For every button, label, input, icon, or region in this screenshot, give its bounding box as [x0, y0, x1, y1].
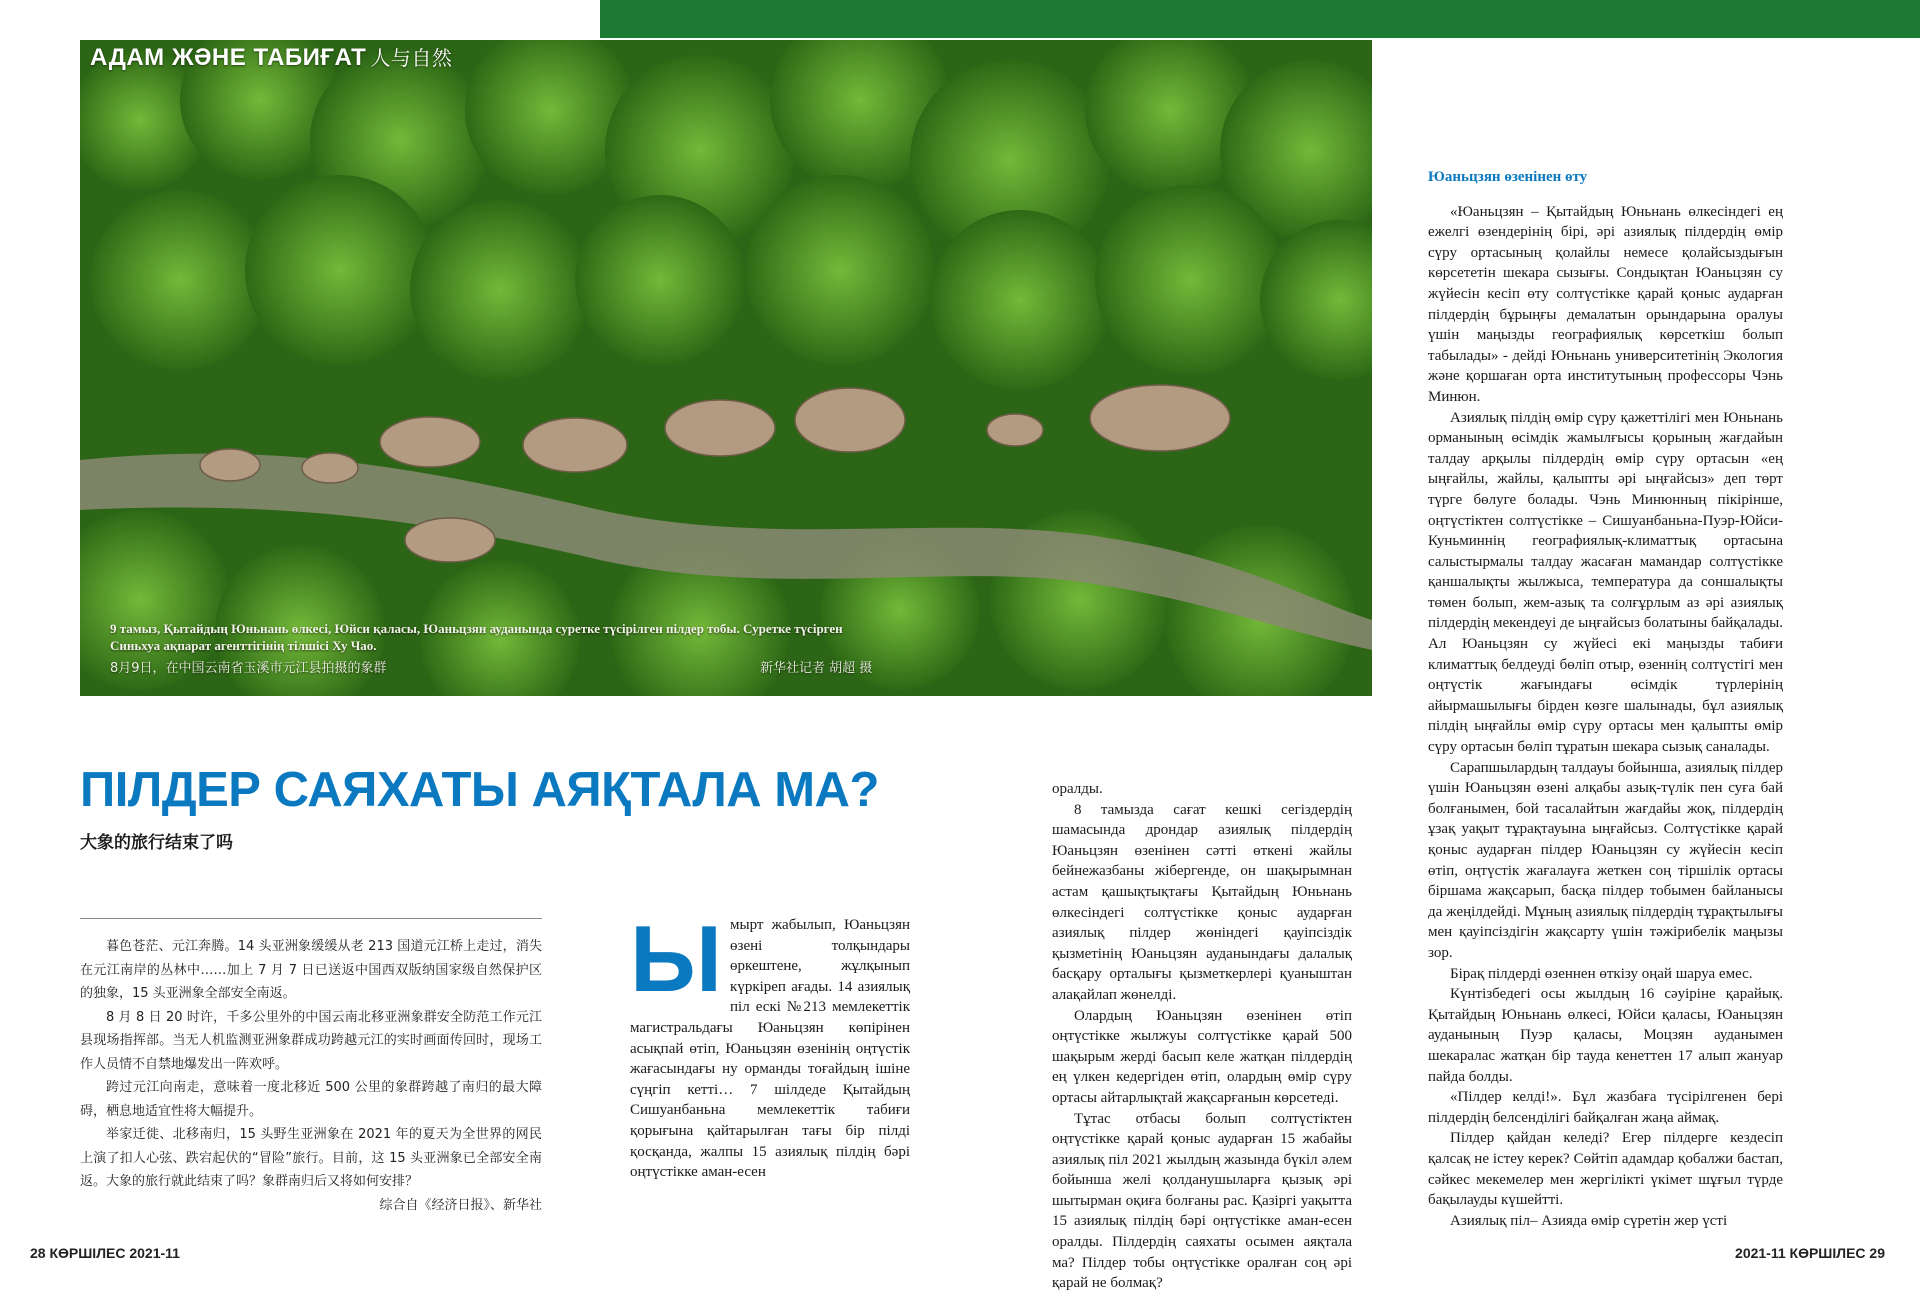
body-paragraph: Бірақ пілдерді өзеннен өткізу оңай шаруа емес. — [1450, 965, 1753, 982]
cn-source: 综合自《经济日报》、新华社 — [379, 1197, 542, 1213]
body-paragraph: оралды. — [1052, 781, 1103, 797]
chinese-summary — [80, 935, 542, 1217]
photo-caption: 9 тамыз, Қытайдың Юньнань өлкесі, Юйси қаласы, Юаньцзян ауданында суретке түсірілген пілдер тобы. Суретке түсірген Синьхуа ақпарат агенттігінің тілшісі Ху Чао. — [110, 621, 843, 653]
body-paragraph: Азиялық піл– Азияда өмір сүретін жер үсті — [1450, 1212, 1728, 1229]
body-paragraph: Күнтізбедегі осы жылдың 16 сәуіріне қарайық. Қытайдың Юньнань өлкесі, Юйси қаласы, Юаньцзян ауданының Пуэр қаласы, Моцзян ауданымен шекаралас жатқан бір тауда кенеттен 17 алып жануар пайда болды. — [1428, 986, 1783, 1085]
subheading: Юаньцзян өзенінен өту — [1428, 169, 1588, 185]
section-label-cn: 人与自然 — [370, 48, 453, 70]
body-paragraph: Азиялық пілдің өмір сүру қажеттілігі мен Юньнань орманының өсімдік жамылғысы қорының жағдайын талдау арқылы пілдердің өмір сүру ортасын «ең ыңғайлы, жайлы, қалыпты әрі ыңғайсыз» деп төрт түрге бөлуге болады. Чэнь Минюнның пікірінше, оңтүстіктен солтүстікке – Сишуанбаньна-Пуэр-Юйси-Куньминнің географиялық-климаттық ортасына салыстырмалы талдау жасаған мамандар солтүстікке қаншалықты жылжыса, температура да соншалықты төмен болып, жем-азық та солғұрлым аз әрі азиялық пілдердің мекендеуі де ыңғайсыз болатыны байқалады. Ал Юаньцзян су жүйесі екі маңызды табиғи климаттық белдеуді бөліп отыр, өзеннің солтүстігі мен оңтүстік жағындағы өсімдік түрлерінің айырмашылығы бірден көзге шалынады, бұл азиялық пілдің ыңғайлы өмір сүру ортасы мен қалыпты өмір сүру ортасын бөліп тұратын шекара сызық саналады. — [1428, 409, 1783, 756]
drop-cap: Ы — [630, 906, 723, 1011]
article-column-1 — [630, 906, 910, 1183]
section-label — [90, 42, 452, 72]
body-paragraph: 8 тамызда сағат кешкі сегіздердің шамасында дрондар азиялық пілдердің Юаньцзян өзенінен сәтті өткені жайлы бейнежазбаны жібергенде, он шақырымнан астам қашықтықтағы Қытайдың Юньнань өлкесіндегі солтүстікке қоныс аударған азиялық пілдер жөніндегі қауіпсіздік қызметінің Юаньцзян ауданындағы далалық басқару орталығы қызметкерлері қуаныштан алақайлап жөнелді. — [1052, 801, 1352, 1003]
article-title: ПІЛДЕР САЯХАТЫ АЯҚТАЛА МА? — [80, 763, 879, 817]
divider-rule — [80, 918, 542, 919]
cn-paragraph: 暮色苍茫、元江奔腾。14 头亚洲象缓缓从老 213 国道元江桥上走过，消失在元江南岸的丛林中……加上 7 月 7 日已送返中国西双版纳国家级自然保护区的独象，15 头亚洲象全部安全南返。 — [80, 939, 542, 1001]
body-paragraph: Пілдер қайдан келеді? Егер пілдерге кездесіп қалсақ не істеу керек? Сөйтіп адамдар қобалжи бастап, сәйкес мекемелер мен жергілікті үкімет шұғыл түрде бақылауды күшейтті. — [1428, 1130, 1783, 1209]
article-column-3 — [1428, 167, 1783, 1231]
cn-paragraph: 跨过元江向南走，意味着一度北移近 500 公里的象群跨越了南归的最大障碍，栖息地适宜性将大幅提升。 — [80, 1080, 542, 1119]
body-paragraph: Сарапшылардың талдауы бойынша, азиялық пілдер үшін Юаньцзян өзені алқабы азық-түлік пен суға бай болғанымен, бой тасалайтын жағдайы жоқ, пілдердің ұзақ уақыт тұрақтауына ыңғайсыз. Солтүстікке қарай қоныс аударған пілдер Юаньцзян су жүйесін кесіп өтіп, оңтүстік жағалауға жеткен соң тіршілік ортасы біршама жақсарып, басқа пілдер тобымен байланысы да жеңілдейді. Мұның азиялық пілдердің тұрақтылығы мен қауіпсіздігін жақсарту үшін тәжірибелік маңызы зор. — [1428, 759, 1783, 961]
photo-illustration — [80, 40, 1372, 696]
photo-credit: 新华社记者 胡超 摄 — [760, 661, 873, 676]
cn-paragraph: 8 月 8 日 20 时许，千多公里外的中国云南北移亚洲象群安全防范工作元江县现场指挥部。当无人机监测亚洲象群成功跨越元江的实时画面传回时，现场工作人员情不自禁地爆发出一阵欢呼。 — [80, 1009, 542, 1072]
cn-paragraph: 举家迁徙、北移南归，15 头野生亚洲象在 2021 年的夏天为全世界的网民上演了扣人心弦、跌宕起伏的“冒险”旅行。目前，这 15 头亚洲象已全部安全南返。大象的旅行就此结束了吗？象群南归后又将如何安排？ — [80, 1127, 542, 1189]
body-paragraph: «Пілдер келді!». Бұл жазбаға түсірілгенен бері пілдердің белсенділігі байқалған жаңа аймақ. — [1428, 1089, 1783, 1126]
photo-caption-cn: 8月9日，在中国云南省玉溪市元江县拍摄的象群 — [110, 661, 387, 676]
body-paragraph: Тұтас отбасы болып солтүстіктен оңтүстікке қарай қоныс аударған 15 жабайы азиялық піл 2021 жылдың жазында бүкіл әлем бойынша желі қолданушыларға қызық әрі шытырман оқиға болғаны рас. Қазіргі уақытта 15 азиялық пілдің бәрі оңтүстікке аман-есен оралды. Пілдердің саяхаты осымен аяқтала ма? Пілдер тобы оңтүстікке оралған соң әрі қарай не болмақ? — [1052, 1110, 1352, 1292]
section-label-kk: АДАМ ЖӘНЕ ТАБИҒАТ — [90, 44, 367, 71]
article-column-2 — [1052, 779, 1352, 1294]
page-folio-right: 2021-11 КӨРШІЛЕС 29 — [1735, 1245, 1885, 1261]
body-paragraph: Олардың Юаньцзян өзенінен өтіп оңтүстікке жылжуы солтүстікке қарай 500 шақырым жерді басып келе жатқан пілдердің ең үлкен кедергіден өтіп, олардың өмір сүру ортасы айтарлықтай жақсарғанын көрсетеді. — [1052, 1007, 1352, 1106]
page-folio-left: 28 КӨРШІЛЕС 2021-11 — [30, 1245, 180, 1261]
elephant-herd-photo — [80, 40, 1372, 696]
article-subtitle-cn: 大象的旅行结束了吗 — [80, 833, 233, 853]
body-paragraph: мырт жабылып, Юаньцзян өзені толқындары өркештене, жұлқынып күркіреп ағады. 14 азиялық піл ескі №213 мемлекеттік магистральдағы Юаньцзян көпірінен асықпай өтіп, Юаньцзян өзенінің оңтүстік жағасындағы ну орманды тоғайдың ішіне сүңгіп кетті… 7 шілдеде Қытайдың Сишуанбаньна мемлекеттік табиғи қорығына қайтарылған тағы бір пілді қосқанда, жалпы 15 азиялық пілдің бәрі оңтүстікке аман-есен — [630, 917, 910, 1181]
body-paragraph: «Юаньцзян – Қытайдың Юньнань өлкесіндегі ең ежелгі өзендерінің бірі, әрі азиялық пілдердің өмір сүру ортасының қолайлы немесе қолайсыздығын көрсететін шекара сызығы. Сондықтан Юаньцзян су жүйесін кесіп өту солтүстікке қарай қоныс аударған пілдердің бұрыңғы демалатын орындарына оралуы үшін маңызды географиялық көрсеткіш болып табылады» - дейді Юньнань университетінің Экология және қоршаған орта институтының профессоры Чэнь Минюн. — [1428, 203, 1783, 405]
header-green-bar — [600, 0, 1920, 38]
